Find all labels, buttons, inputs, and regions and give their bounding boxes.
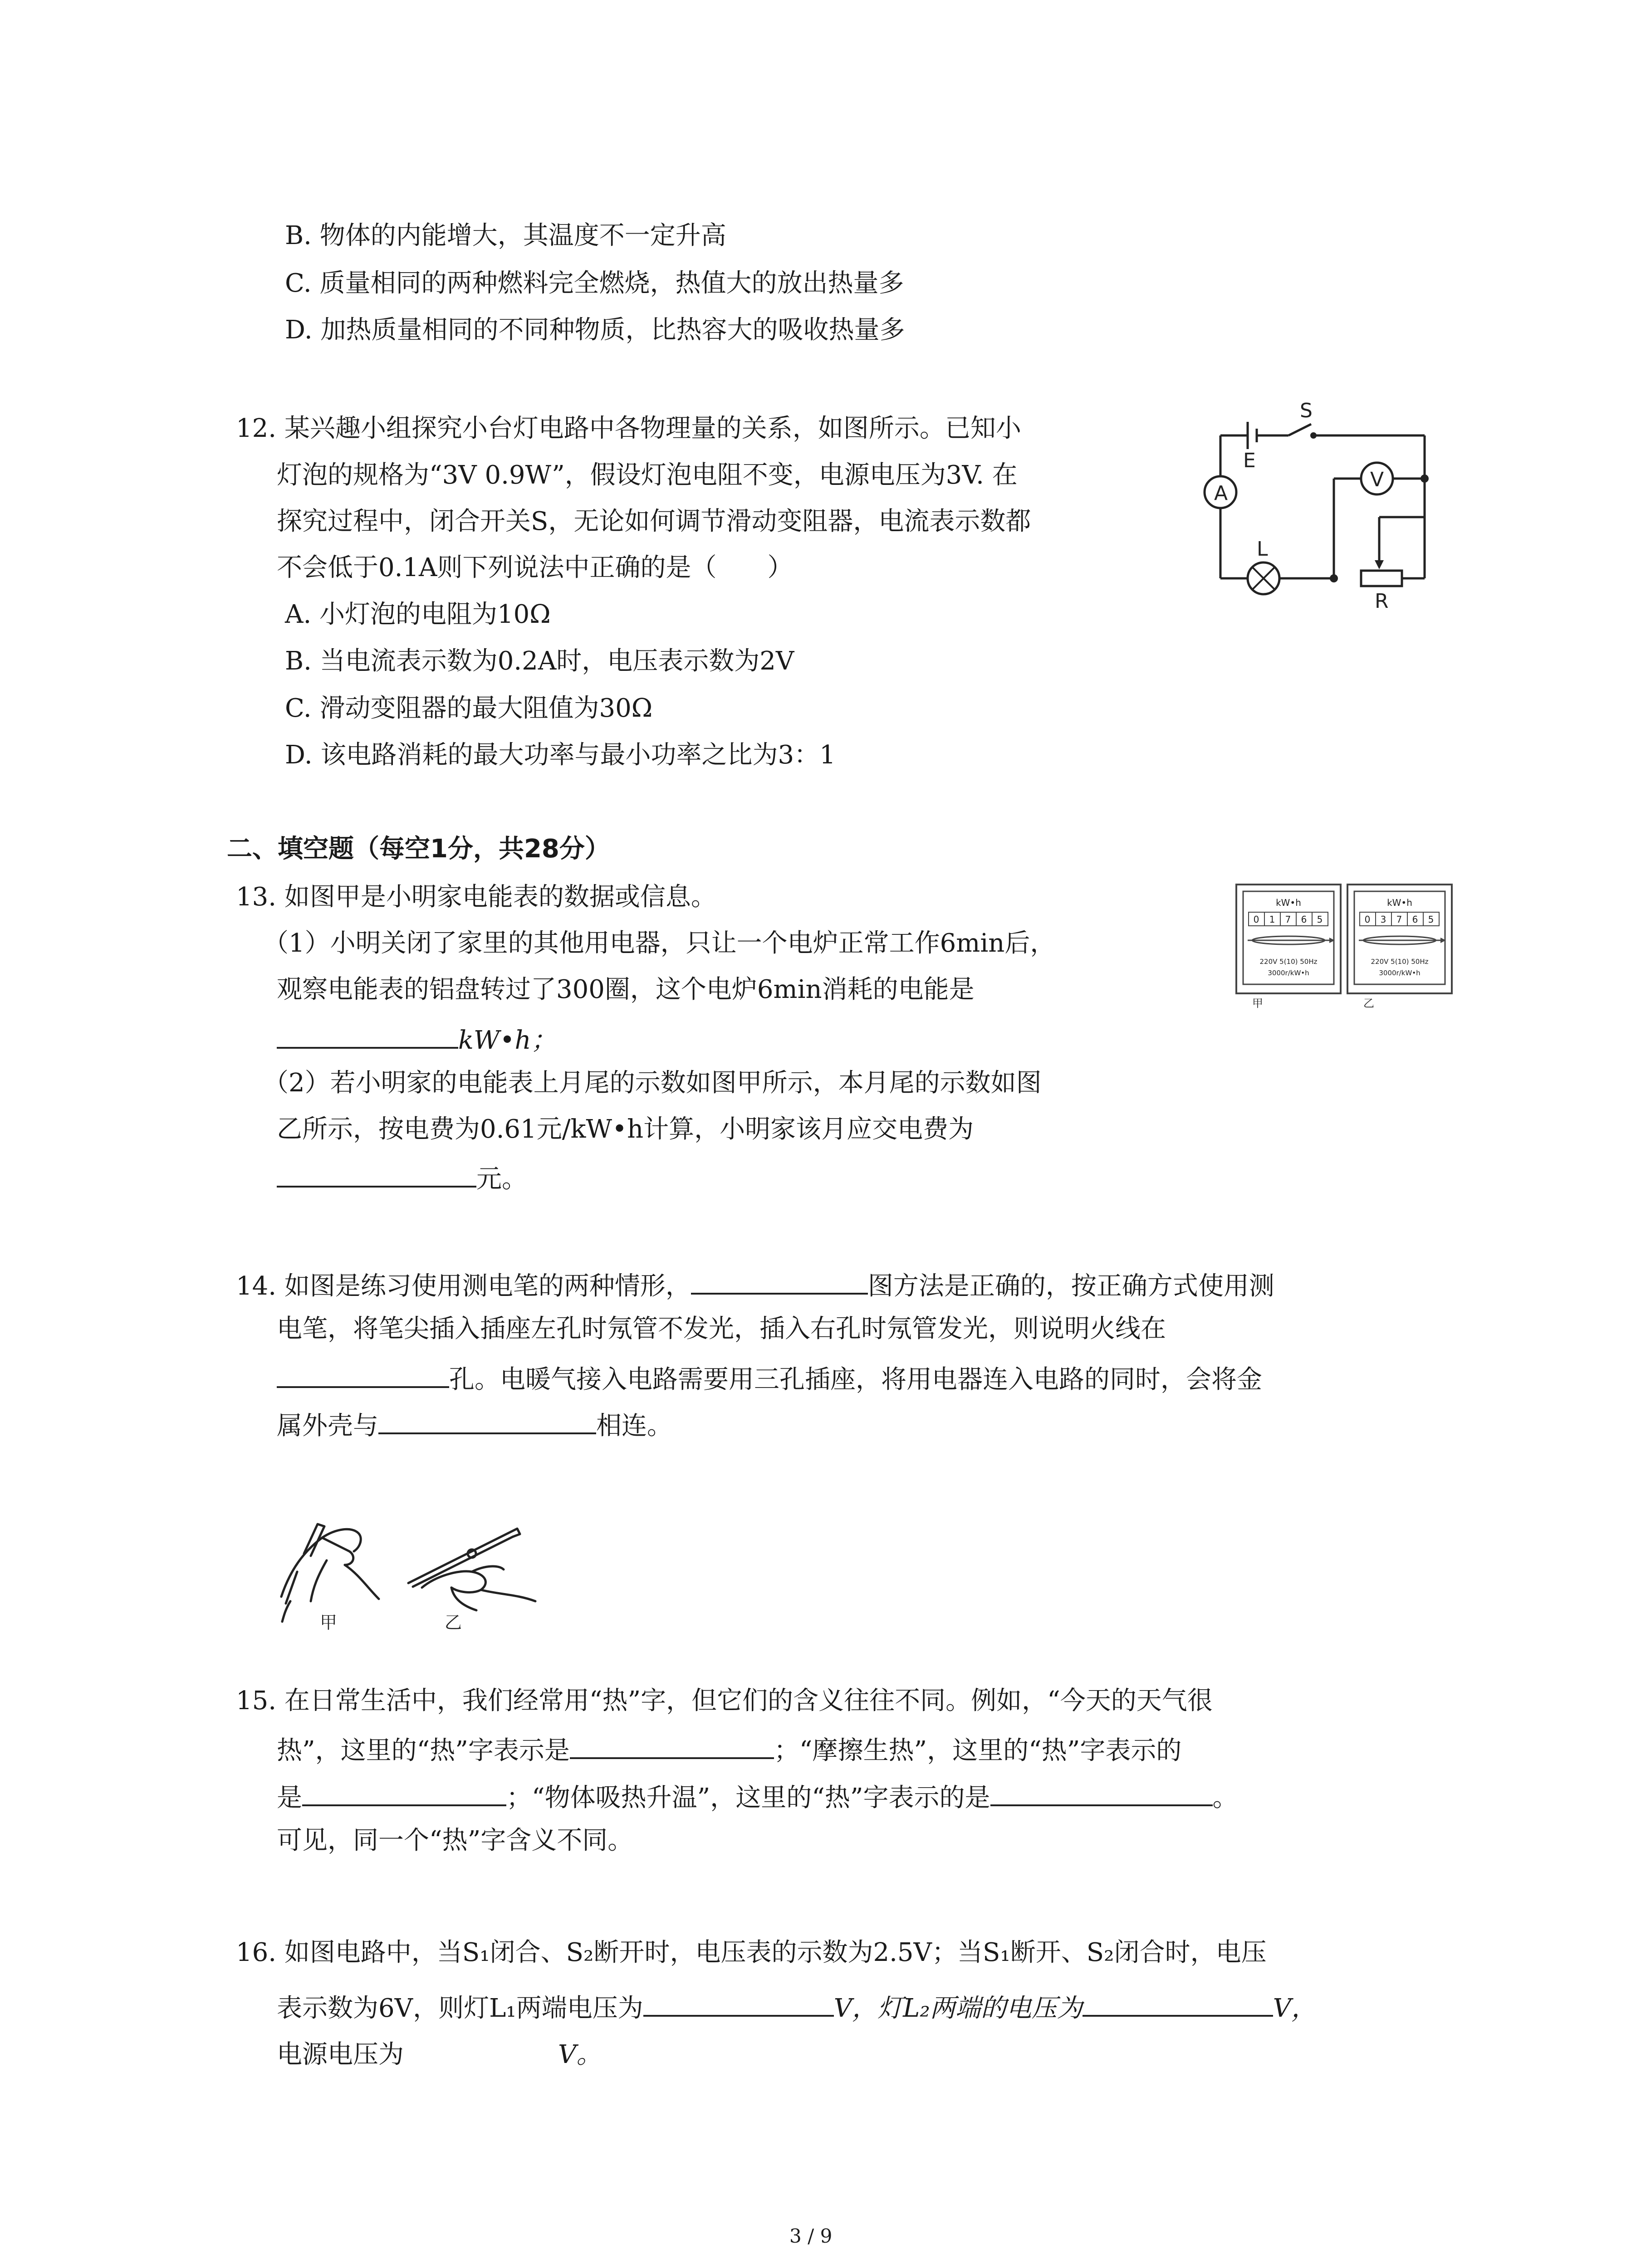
pen-usage-yi <box>408 1529 535 1610</box>
q12-stem-line1: 12. 某兴趣小组探究小台灯电路中各物理量的关系，如图所示。已知小 <box>236 414 1021 443</box>
q13-part2-line1: （2）若小明家的电能表上月尾的示数如图甲所示，本月尾的示数如图 <box>263 1068 1042 1098</box>
meter-yi <box>1347 885 1452 1010</box>
q15-blank-3[interactable] <box>990 1776 1213 1806</box>
q14-test-pen-figures <box>272 1497 544 1633</box>
q16-line3: 电源电压为 V。 <box>277 2040 602 2069</box>
meter-yi-digit-3: 7 <box>1396 914 1402 925</box>
pen-usage-jia <box>281 1524 379 1622</box>
q16-blank-1[interactable] <box>643 1987 834 2017</box>
q13-part2-answer: 元。 <box>277 1158 527 1198</box>
meter-jia-unit: kW•h <box>1276 897 1301 908</box>
q11-option-b: B. 物体的内能增大，其温度不一定升高 <box>285 221 726 250</box>
fig-label-yi: 乙 <box>445 1613 462 1633</box>
meter-jia-digit-4: 6 <box>1301 914 1307 925</box>
meter-jia-digit-1: 0 <box>1253 914 1259 925</box>
q15-blank-1[interactable] <box>570 1729 774 1759</box>
meter-jia-digit-2: 1 <box>1269 914 1275 925</box>
section-heading: 二、填空题（每空1分，共28分） <box>227 834 610 864</box>
q12-option-b: B. 当电流表示数为0.2A时，电压表示数为2V <box>285 646 794 676</box>
q15-line3: 是 ；“物体吸热升温”，这里的“热”字表示的是 。 <box>277 1776 1238 1816</box>
q14-line4: 属外壳与 相连。 <box>277 1404 672 1444</box>
q14-blank-1[interactable] <box>691 1265 868 1295</box>
q12-stem-line4: 不会低于0.1A则下列说法中正确的是（ ） <box>277 553 793 582</box>
circuit-label-l: L <box>1257 538 1268 561</box>
q15-line1: 15. 在日常生活中，我们经常用“热”字，但它们的含义往往不同。例如，“今天的天气很 <box>236 1686 1213 1716</box>
q11-option-c: C. 质量相同的两种燃料完全燃烧，热值大的放出热量多 <box>285 269 904 298</box>
q13-part1-line2: 观察电能表的铝盘转过了300圈，这个电炉6min消耗的电能是 <box>277 975 975 1004</box>
meter-yi-label: 乙 <box>1363 997 1374 1010</box>
voltmeter-label: V <box>1370 468 1384 491</box>
fig-label-jia: 甲 <box>320 1613 338 1633</box>
q15-line2: 热”，这里的“热”字表示是 ；“摩擦生热”，这里的“热”字表示的 <box>277 1729 1181 1769</box>
q13-part1-answer: kW•h； <box>277 1019 557 1059</box>
q15-blank-2[interactable] <box>302 1776 506 1806</box>
q12-option-c: C. 滑动变阻器的最大阻值为30Ω <box>285 694 653 723</box>
meter-jia-label: 甲 <box>1252 997 1263 1010</box>
q14-blank-3[interactable] <box>378 1404 596 1434</box>
q14-line2: 电笔，将笔尖插入插座左孔时氖管不发光，插入右孔时氖管发光，则说明火线在 <box>277 1314 1166 1344</box>
q16-line1: 16. 如图电路中，当S₁闭合、S₂断开时，电压表的示数为2.5V；当S₁断开、S₂闭合时，电压 <box>236 1938 1267 1967</box>
q13-part2-line2: 乙所示，按电费为0.61元/kW•h计算，小明家该月应交电费为 <box>277 1114 974 1144</box>
q12-stem-line3: 探究过程中，闭合开关S，无论如何调节滑动变阻器，电流表示数都 <box>277 507 1031 536</box>
page-number: 3 / 9 <box>789 2225 833 2247</box>
meter-jia <box>1236 885 1341 1010</box>
meter-yi-spec: 220V 5(10) 50Hz <box>1371 958 1429 966</box>
circuit-label-s: S <box>1300 399 1313 422</box>
q14-line3: 孔。电暖气接入电路需要用三孔插座，将用电器连入电路的同时，会将金 <box>277 1358 1262 1398</box>
ammeter-label: A <box>1214 482 1228 505</box>
q15-line4: 可见，同一个“热”字含义不同。 <box>277 1826 633 1855</box>
q12-option-d: D. 该电路消耗的最大功率与最小功率之比为3：1 <box>285 740 836 770</box>
meter-yi-digit-4: 6 <box>1412 914 1418 925</box>
q12-circuit-diagram <box>1202 399 1465 612</box>
q12-option-a: A. 小灯泡的电阻为10Ω <box>285 600 551 629</box>
q11-option-d: D. 加热质量相同的不同种物质，比热容大的吸收热量多 <box>285 315 905 345</box>
meter-yi-rev: 3000r/kW•h <box>1379 969 1421 977</box>
q12-stem-line2: 灯泡的规格为“3V 0.9W”，假设灯泡电阻不变，电源电压为3V. 在 <box>277 460 1018 490</box>
q13-blank-2[interactable] <box>277 1158 476 1188</box>
q13-blank-1[interactable] <box>277 1019 458 1049</box>
circuit-label-e: E <box>1243 449 1256 472</box>
meter-yi-unit: kW•h <box>1387 897 1412 908</box>
q13-meter-figures <box>1234 882 1479 1012</box>
circuit-label-r: R <box>1375 590 1389 612</box>
q14-blank-2[interactable] <box>277 1358 449 1388</box>
q16-line2: 表示数为6V，则灯L₁两端电压为 V，灯L₂两端的电压为 V， <box>277 1987 1317 2027</box>
q14-line1: 14. 如图是练习使用测电笔的两种情形， 图方法是正确的，按正确方式使用测 <box>236 1265 1274 1305</box>
meter-jia-spec: 220V 5(10) 50Hz <box>1259 958 1318 966</box>
meter-yi-digit-1: 0 <box>1364 914 1371 925</box>
q13-stem-line1: 13. 如图甲是小明家电能表的数据或信息。 <box>236 882 716 912</box>
meter-jia-rev: 3000r/kW•h <box>1268 969 1309 977</box>
meter-yi-digit-2: 3 <box>1380 914 1386 925</box>
meter-jia-digit-3: 7 <box>1285 914 1291 925</box>
meter-yi-digit-5: 5 <box>1428 914 1434 925</box>
meter-jia-digit-5: 5 <box>1317 914 1323 925</box>
q16-blank-2[interactable] <box>1083 1987 1273 2017</box>
q13-part1-line1: （1）小明关闭了家里的其他用电器，只让一个电炉正常工作6min后， <box>263 929 1056 958</box>
